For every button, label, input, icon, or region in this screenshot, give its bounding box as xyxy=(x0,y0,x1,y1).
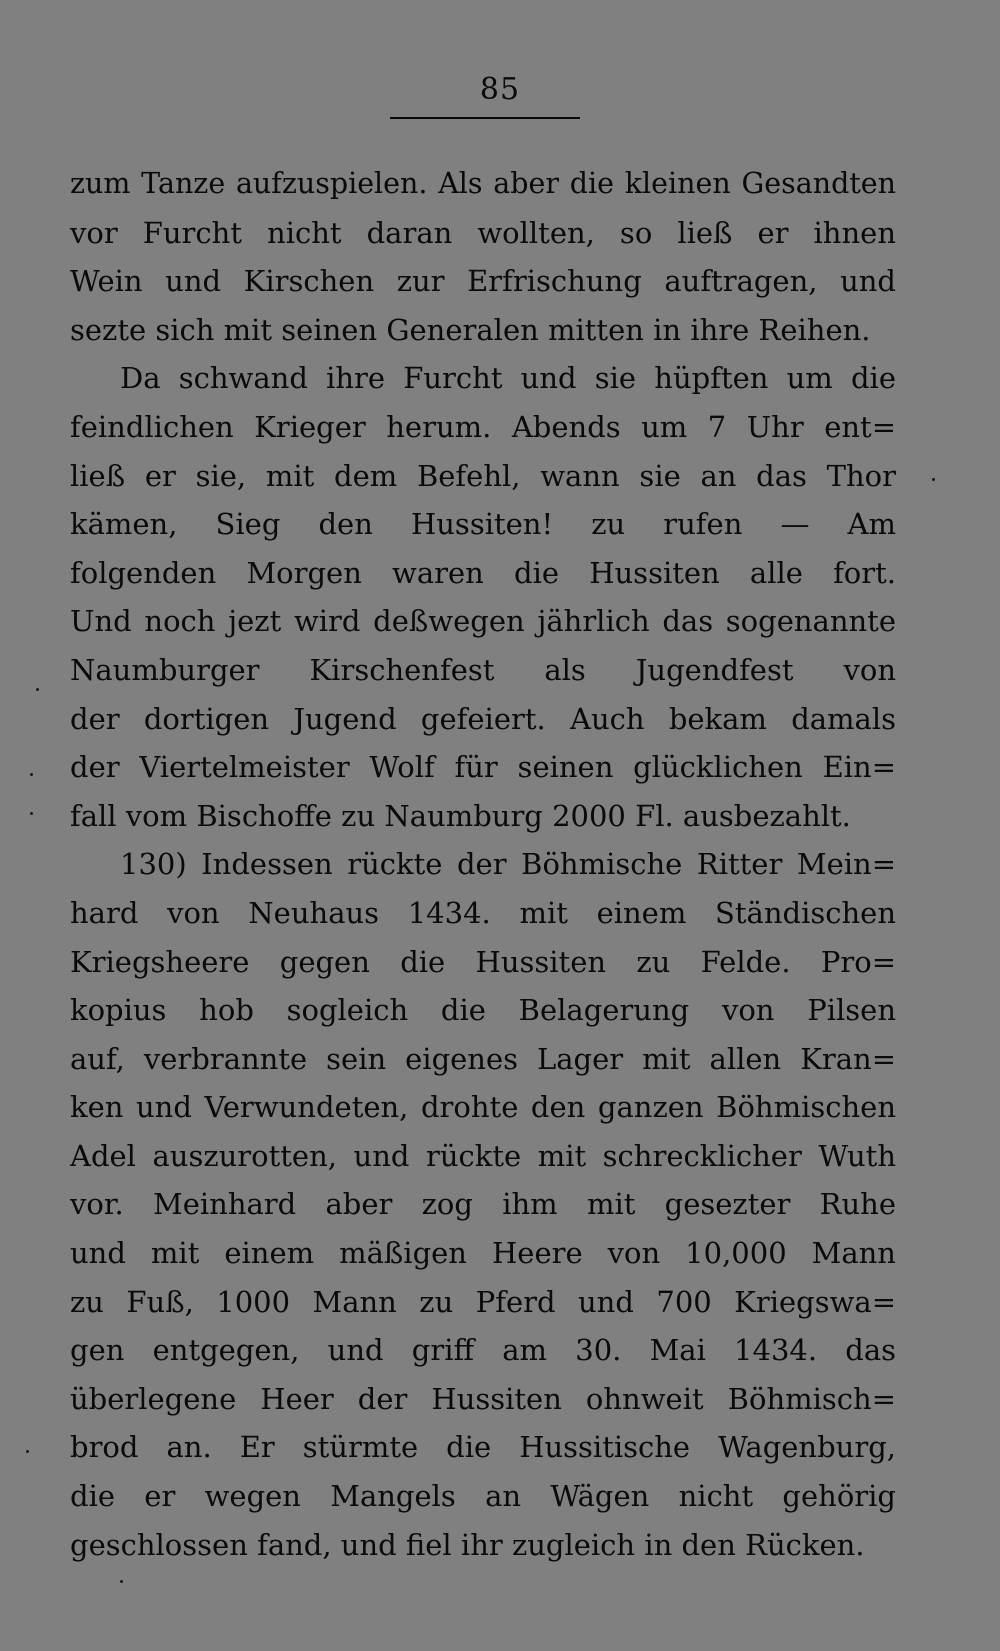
scan-speck xyxy=(30,773,33,776)
text-line: hard von Neuhaus 1434. mit einem Ständischen xyxy=(70,895,896,930)
text-line: Kriegsheere gegen die Hussiten zu Felde. Pro= xyxy=(70,944,896,979)
scan-speck xyxy=(932,478,935,481)
body-text xyxy=(70,160,896,1569)
text-line: ken und Verwundeten, drohte den ganzen Böhmischen xyxy=(70,1090,896,1125)
text-line: fall vom Bischoffe zu Naumburg 2000 Fl. ausbezahlt. xyxy=(70,798,851,833)
text-line: auf, verbrannte sein eigenes Lager mit allen Kran= xyxy=(70,1041,896,1076)
scan-speck xyxy=(36,688,39,691)
text-line: überlegene Heer der Hussiten ohnweit Böhmisch= xyxy=(70,1381,896,1416)
text-line: vor. Meinhard aber zog ihm mit gesezter Ruhe xyxy=(70,1187,896,1222)
scan-speck xyxy=(30,812,33,815)
text-line: vor Furcht nicht daran wollten, so ließ er ihnen xyxy=(70,215,896,250)
text-line: geschlossen fand, und fiel ihr zugleich in den Rücken. xyxy=(70,1527,865,1562)
scan-speck xyxy=(120,1580,123,1583)
text-line: die er wegen Mangels an Wägen nicht gehörig xyxy=(70,1479,896,1514)
scan-speck xyxy=(26,1450,29,1453)
text-line: zum Tanze aufzuspielen. Als aber die kleinen Gesandten xyxy=(70,167,896,200)
text-line: kämen, Sieg den Hussiten! zu rufen — Am xyxy=(70,507,896,542)
text-line: Naumburger Kirschenfest als Jugendfest von xyxy=(70,652,896,687)
text-line: Und noch jezt wird deßwegen jährlich das sogenannte xyxy=(70,604,896,639)
text-line: zu Fuß, 1000 Mann zu Pferd und 700 Kriegswa= xyxy=(70,1284,896,1319)
text-line: der dortigen Jugend gefeiert. Auch bekam damals xyxy=(70,701,896,736)
text-line: sezte sich mit seinen Generalen mitten in ihre Reihen. xyxy=(70,312,871,347)
text-line: Wein und Kirschen zur Erfrischung auftragen, und xyxy=(70,264,896,299)
page-number: 85 xyxy=(479,72,521,107)
text-line: feindlichen Krieger herum. Abends um 7 Uhr ent= xyxy=(70,409,896,444)
text-line: Adel auszurotten, und rückte mit schrecklicher Wuth xyxy=(70,1138,896,1173)
text-line: der Viertelmeister Wolf für seinen glücklichen Ein= xyxy=(70,750,896,785)
text-line: und mit einem mäßigen Heere von 10,000 Mann xyxy=(70,1236,896,1271)
text-line: 130) Indessen rückte der Böhmische Ritter Mein= xyxy=(120,847,896,882)
text-line: Da schwand ihre Furcht und sie hüpften um die xyxy=(120,361,896,396)
text-line: kopius hob sogleich die Belagerung von Pilsen xyxy=(70,993,896,1028)
header-rule xyxy=(390,117,580,119)
text-line: brod an. Er stürmte die Hussitische Wagenburg, xyxy=(70,1430,896,1465)
text-line: gen entgegen, und griff am 30. Mai 1434. das xyxy=(70,1333,896,1368)
text-line: ließ er sie, mit dem Befehl, wann sie an das Thor xyxy=(70,458,896,493)
text-line: folgenden Morgen waren die Hussiten alle fort. xyxy=(70,555,896,590)
